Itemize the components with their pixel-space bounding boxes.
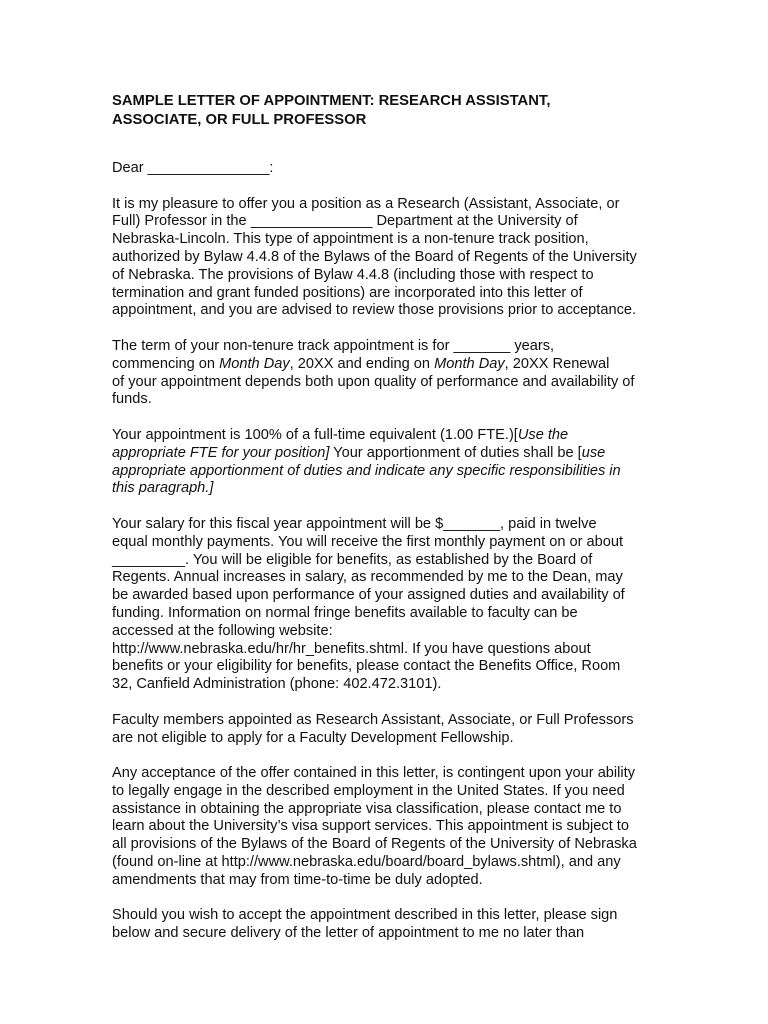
text-line: accessed at the following website: [112,622,333,639]
text-line: Faculty members appointed as Research Assistant, Associate, or Full Professors [112,711,634,728]
text-line: be awarded based upon performance of your assigned duties and availability of [112,587,625,604]
text-line: equal monthly payments. You will receive the first monthly payment on or about [112,533,624,550]
instruction-text: appropriate FTE for your position] [112,444,330,461]
text-line: benefits or your eligibility for benefits, please contact the Benefits Office, Room [112,658,621,675]
paragraph-salary [112,516,672,694]
text-run: Your appointment is 100% of a full-time equivalent (1.00 FTE.)[ [112,426,518,443]
text-line: Any acceptance of the offer contained in this letter, is contingent upon your ability [112,765,636,782]
paragraph-offer [112,196,672,321]
text-line: authorized by Bylaw 4.4.8 of the Bylaws of the Board of Regents of the University [112,248,637,265]
text-line: amendments that may from time-to-time be duly adopted. [112,871,483,888]
title-line-1: SAMPLE LETTER OF APPOINTMENT: RESEARCH ASSISTANT, [112,93,551,109]
text-line: below and secure delivery of the letter of appointment to me no later than [112,925,585,942]
placeholder-start-date: Month Day [219,355,290,372]
instruction-text: use [581,444,606,461]
letter-page [112,92,672,961]
text-line: to legally engage in the described employment in the United States. If you need [112,782,625,799]
text-line: It is my pleasure to offer you a position as a Research (Assistant, Associate, or [112,195,620,212]
title-line-2: ASSOCIATE, OR FULL PROFESSOR [112,112,367,128]
text-line: Should you wish to accept the appointment described in this letter, please sign [112,907,618,924]
text-line: learn about the University’s visa support services. This appointment is subject to [112,818,629,835]
instruction-text: Use the [517,426,569,443]
text-run: , 20XX and ending on [289,355,435,372]
paragraph-fte [112,427,672,498]
text-line: of your appointment depends both upon quality of performance and availability of [112,373,635,390]
paragraph-acceptance [112,907,672,943]
text-line [112,445,672,463]
text-line: Your salary for this fiscal year appointment will be $_______, paid in twelve [112,515,597,532]
paragraph-visa [112,765,672,890]
text-line: of Nebraska. The provisions of Bylaw 4.4.8 (including those with respect to [112,266,594,283]
text-line: (found on-line at http://www.nebraska.edu/board/board_bylaws.shtml), and any [112,854,621,871]
text-line [112,356,672,374]
text-line: assistance in obtaining the appropriate visa classification, please contact me to [112,800,622,817]
text-line: _________. You will be eligible for benefits, as established by the Board of [112,551,593,568]
text-line: 32, Canfield Administration (phone: 402.472.3101). [112,676,442,693]
text-run: commencing on [112,355,220,372]
text-line: The term of your non-tenure track appointment is for _______ years, [112,337,555,354]
text-line: are not eligible to apply for a Faculty Development Fellowship. [112,729,514,746]
text-line [112,427,672,445]
text-line: termination and grant funded positions) are incorporated into this letter of [112,284,583,301]
placeholder-end-date: Month Day [434,355,505,372]
instruction-text: this paragraph.] [112,480,214,497]
text-run: , 20XX Renewal [504,355,610,372]
text-run: Your apportionment of duties shall be [ [329,444,582,461]
text-line: funding. Information on normal fringe benefits available to faculty can be [112,604,578,621]
text-line: all provisions of the Bylaws of the Board of Regents of the University of Nebraska [112,836,637,853]
text-line: funds. [112,391,152,408]
letter-title [112,92,672,130]
instruction-text: appropriate apportionment of duties and indicate any specific responsibilities in [112,462,621,479]
text-line: Regents. Annual increases in salary, as recommended by me to the Dean, may [112,569,623,586]
text-line: Nebraska-Lincoln. This type of appointment is a non-tenure track position, [112,231,589,248]
salutation: Dear _______________: [112,160,274,176]
text-line: Full) Professor in the _______________ Department at the University of [112,213,578,230]
text-line: http://www.nebraska.edu/hr/hr_benefits.shtml. If you have questions about [112,640,591,657]
paragraph-term [112,338,672,409]
paragraph-fellowship [112,712,672,748]
text-line: appointment, and you are advised to review those provisions prior to acceptance. [112,302,637,319]
